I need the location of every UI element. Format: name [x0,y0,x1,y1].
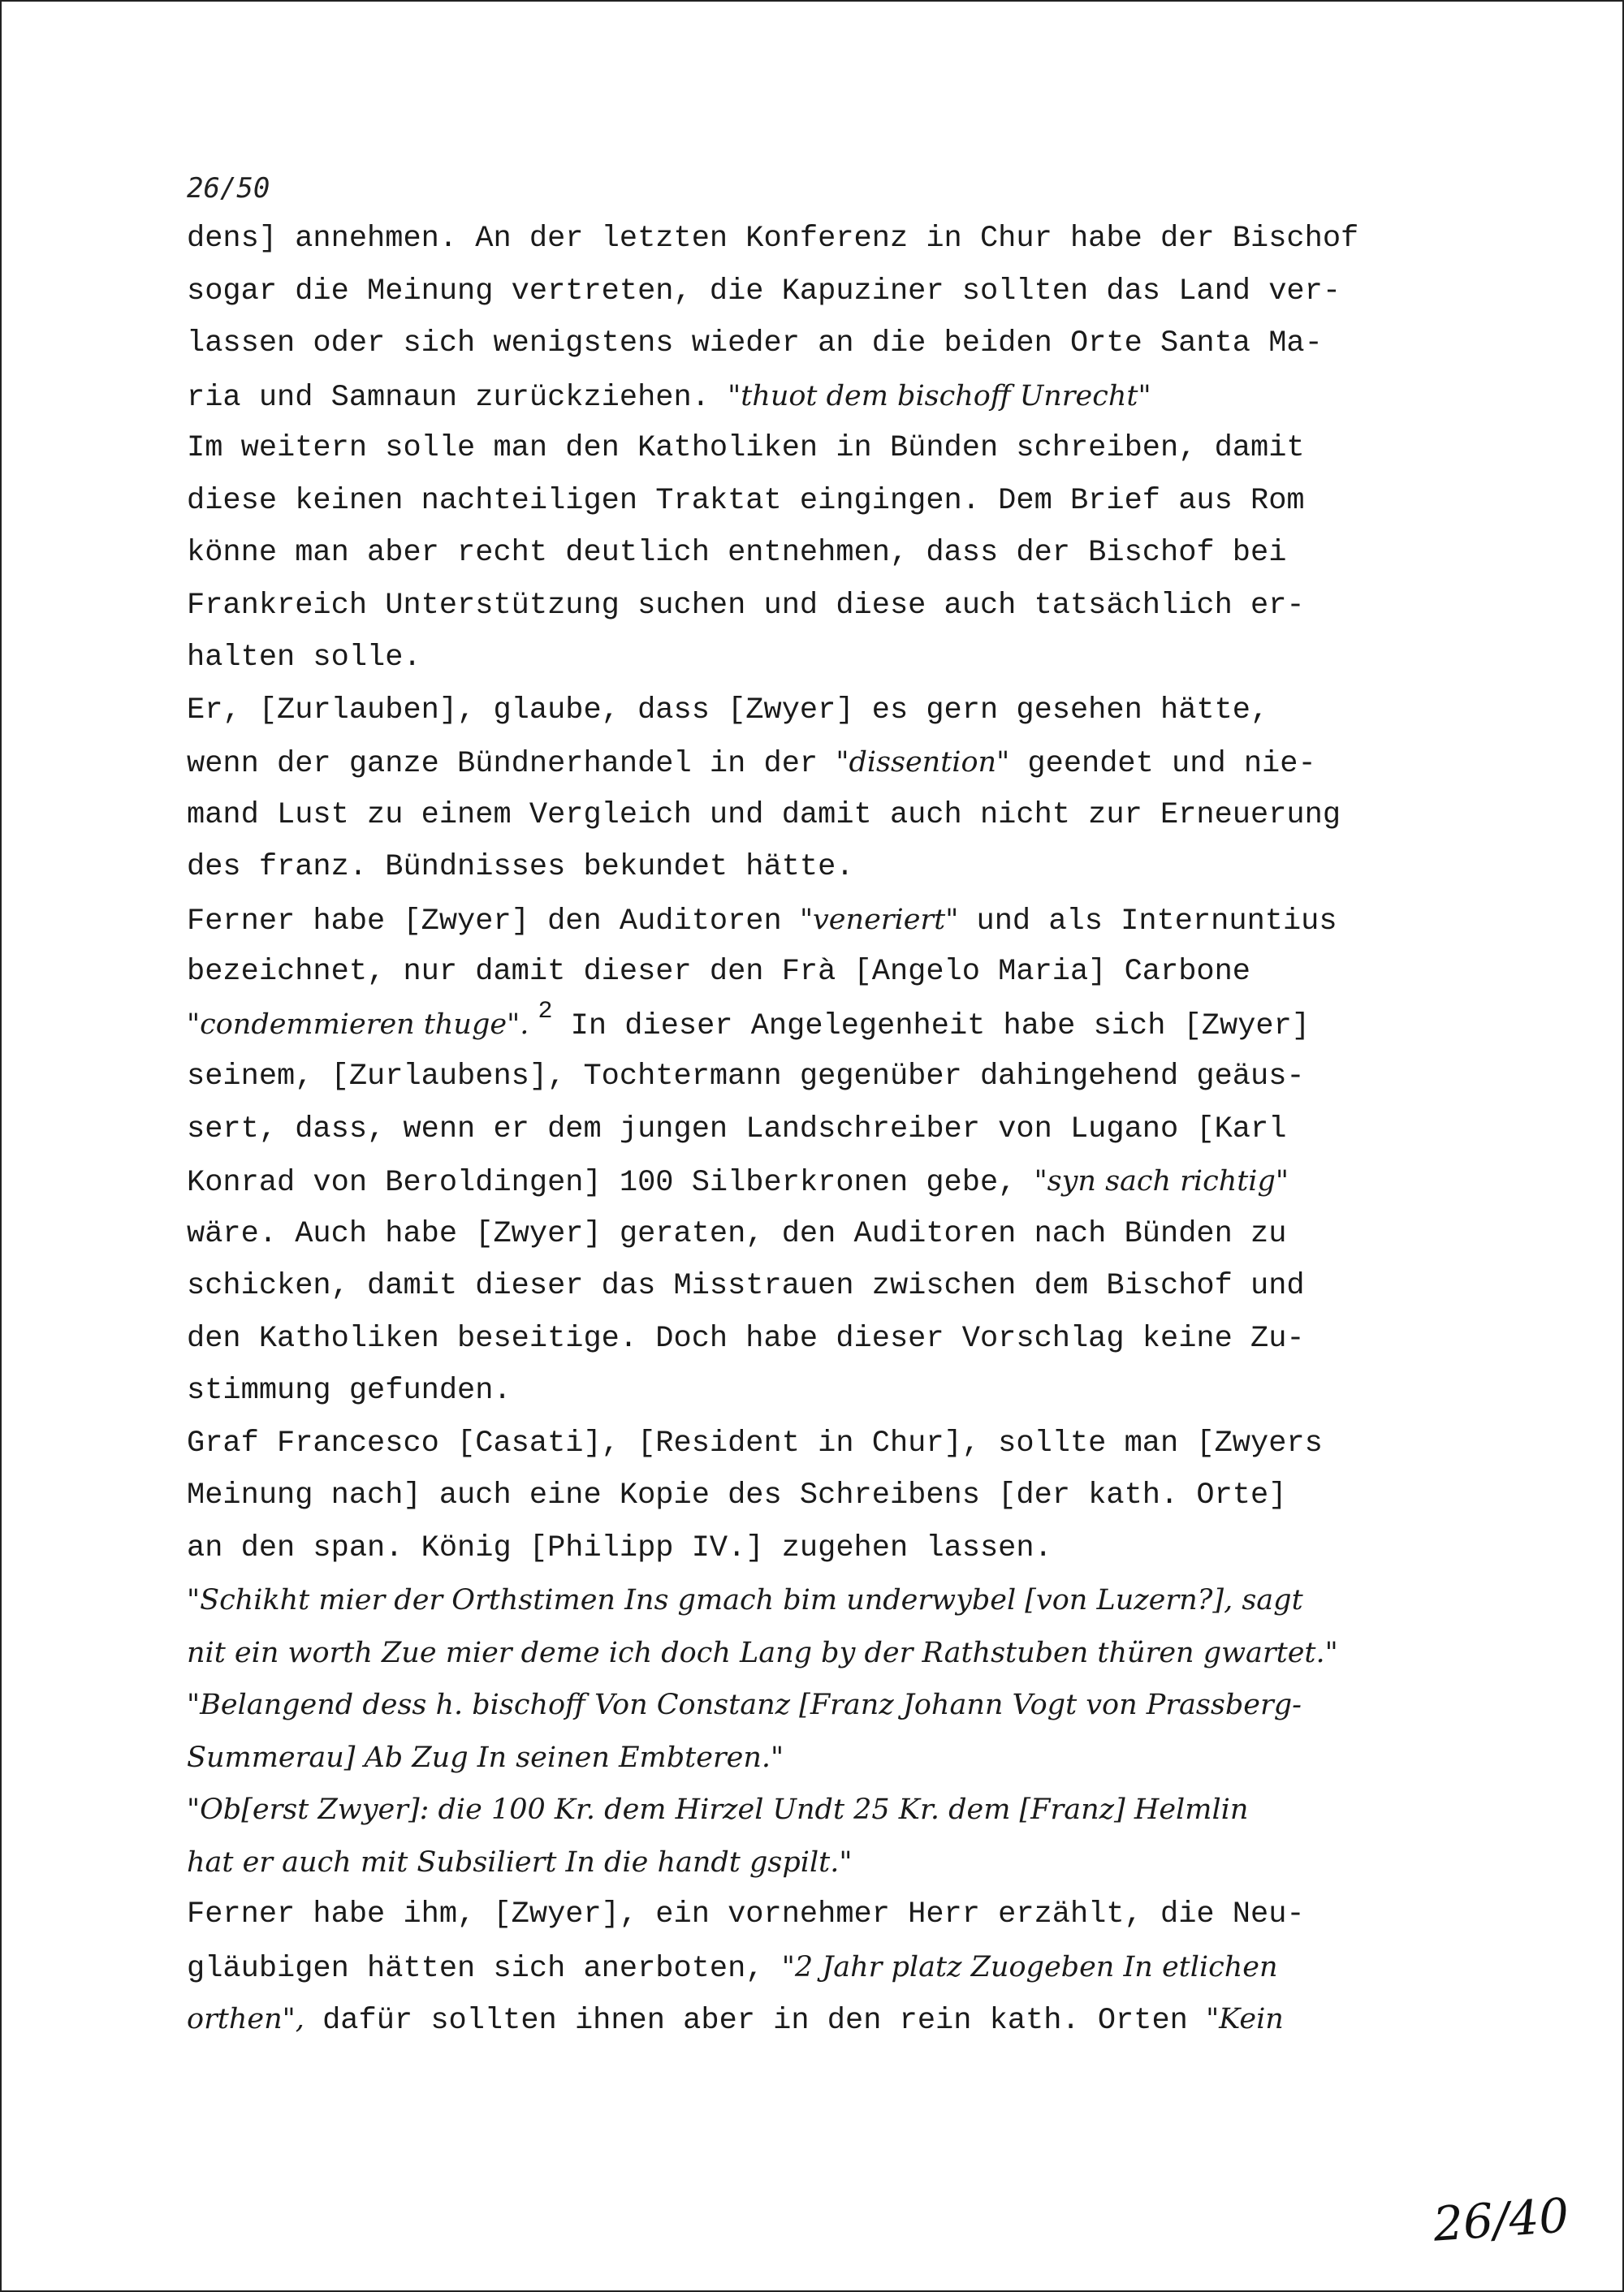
text-line [187,999,1486,1051]
text-line [187,789,1486,842]
line-text: sert, dass, wenn er dem jungen Landschreiber von Lugano [Karl [187,1111,1287,1146]
line-text: Er, [Zurlauben], glaube, dass [Zwyer] es gern gesehen hätte, [187,693,1269,727]
text-line [187,1103,1486,1156]
text-line [187,422,1486,475]
line-text: lassen oder sich wenigstens wieder an die beiden Orte Santa Ma- [187,326,1323,360]
line-text: stimmung gefunden. [187,1374,512,1408]
handwritten-page-number: 26/40 [1431,2187,1571,2252]
text-line [187,213,1486,265]
text-line [187,1941,1486,1994]
line-text: dafür sollten ihnen aber in den rein kath. Orten [304,2004,1207,2038]
quoted-source-text: "veneriert" [799,903,959,936]
quoted-source-text: "Belangend dess h. bischoff Von Constanz [Franz Johann Vogt von Prassberg- [187,1689,1302,1721]
text-line [187,1627,1486,1680]
text-line [187,1051,1486,1103]
text-line [187,1155,1486,1208]
line-text: dens] annehmen. An der letzten Konferenz in Chur habe der Bischof [187,222,1359,256]
text-line [187,1418,1486,1470]
text-line [187,946,1486,999]
text-line [187,894,1486,947]
line-text: seinem, [Zurlaubens], Tochtermann gegenüber dahingehend geäus- [187,1060,1305,1094]
line-text: Frankreich Unterstützung suchen und diese auch tatsächlich er- [187,588,1305,623]
text-line [187,632,1486,684]
quoted-source-text: "2 Jahr platz Zuogeben In etlichen [781,1950,1278,1983]
text-line [187,1313,1486,1366]
line-text: geendet und nie- [1009,747,1316,781]
line-text: sogar die Meinung vertreten, die Kapuziner sollten das Land ver- [187,274,1341,309]
line-text: Meinung nach] auch eine Kopie des Schreibens [der kath. Orte] [187,1478,1287,1513]
text-line [187,736,1486,789]
line-text: Graf Francesco [Casati], [Resident in Chur], sollte man [Zwyers [187,1426,1323,1461]
line-text: könne man aber recht deutlich entnehmen, dass der Bischof bei [187,536,1287,570]
quoted-source-text: hat er auch mit Subsiliert In die handt gspilt." [187,1845,853,1879]
line-text: schicken, damit dieser das Misstrauen zwischen dem Bischof und [187,1269,1305,1303]
text-line [187,1208,1486,1261]
text-line [187,1679,1486,1732]
text-line [187,1732,1486,1785]
line-text: wäre. Auch habe [Zwyer] geraten, den Auditoren nach Bünden zu [187,1216,1287,1251]
footnote-marker: 2 [538,997,553,1025]
line-text: Ferner habe [Zwyer] den Auditoren [187,904,800,939]
text-line [187,475,1486,528]
quoted-source-text: "Schikht mier der Orthstimen Ins gmach bim underwybel [von Luzern?], sagt [187,1584,1303,1616]
text-line [187,317,1486,370]
text-line [187,1993,1486,2046]
text-line [187,1784,1486,1837]
quoted-source-text: "syn sach richtig" [1034,1165,1289,1198]
line-text: Konrad von Beroldingen] 100 Silberkronen gebe, [187,1166,1034,1200]
line-text: mand Lust zu einem Vergleich und damit auch nicht zur Erneuerung [187,797,1341,832]
line-text: gläubigen hätten sich anerboten, [187,1951,782,1986]
text-line [187,1260,1486,1313]
line-text: an den span. König [Philipp IV.] zugehen lassen. [187,1530,1052,1565]
line-text: des franz. Bündnisses bekundet hätte. [187,850,854,884]
page-number: 26/50 [187,172,270,205]
line-text: Im weitern solle man den Katholiken in Bünden schreiben, damit [187,431,1305,465]
quoted-source-text: "Ob[erst Zwyer]: die 100 Kr. dem Hirzel Undt 25 Kr. dem [Franz] Helmlin [187,1793,1249,1826]
line-text: ria und Samnaun zurückziehen. [187,380,728,415]
line-text: wenn der ganze Bündnerhandel in der [187,747,836,781]
line-text: Ferner habe ihm, [Zwyer], ein vornehmer Herr erzählt, die Neu- [187,1897,1305,1932]
text-line [187,1522,1486,1575]
text-line [187,1574,1486,1627]
line-text: den Katholiken beseitige. Doch habe dieser Vorschlag keine Zu- [187,1321,1305,1356]
quoted-source-text: nit ein worth Zue mier deme ich doch Lang by der Rathstuben thüren gwartet." [187,1636,1338,1669]
line-text: diese keinen nachteiligen Traktat eingingen. Dem Brief aus Rom [187,483,1305,518]
line-text: und als Internuntius [958,904,1337,939]
quoted-source-text: "dissention" [836,746,1010,779]
text-line [187,684,1486,737]
line-text: bezeichnet, nur damit dieser den Frà [Angelo Maria] Carbone [187,955,1251,989]
text-line [187,1470,1486,1522]
line-text: In dieser Angelegenheit habe sich [Zwyer] [552,1008,1311,1043]
quoted-source-text: Summerau] Ab Zug In seinen Embteren." [187,1741,784,1774]
document-body [187,213,1486,2046]
quoted-source-text: orthen", [187,2003,304,2035]
quoted-source-text: "thuot dem bischoff Unrecht" [728,379,1151,412]
text-line [187,1888,1486,1941]
text-line [187,580,1486,632]
text-line [187,1365,1486,1418]
text-line [187,527,1486,580]
text-line [187,1837,1486,1889]
quoted-source-text: "Kein [1206,2003,1284,2035]
text-line [187,841,1486,894]
line-text: halten solle. [187,641,421,675]
text-line [187,370,1486,423]
text-line [187,265,1486,318]
quoted-source-text: "condemmieren thuge". [187,1008,538,1041]
